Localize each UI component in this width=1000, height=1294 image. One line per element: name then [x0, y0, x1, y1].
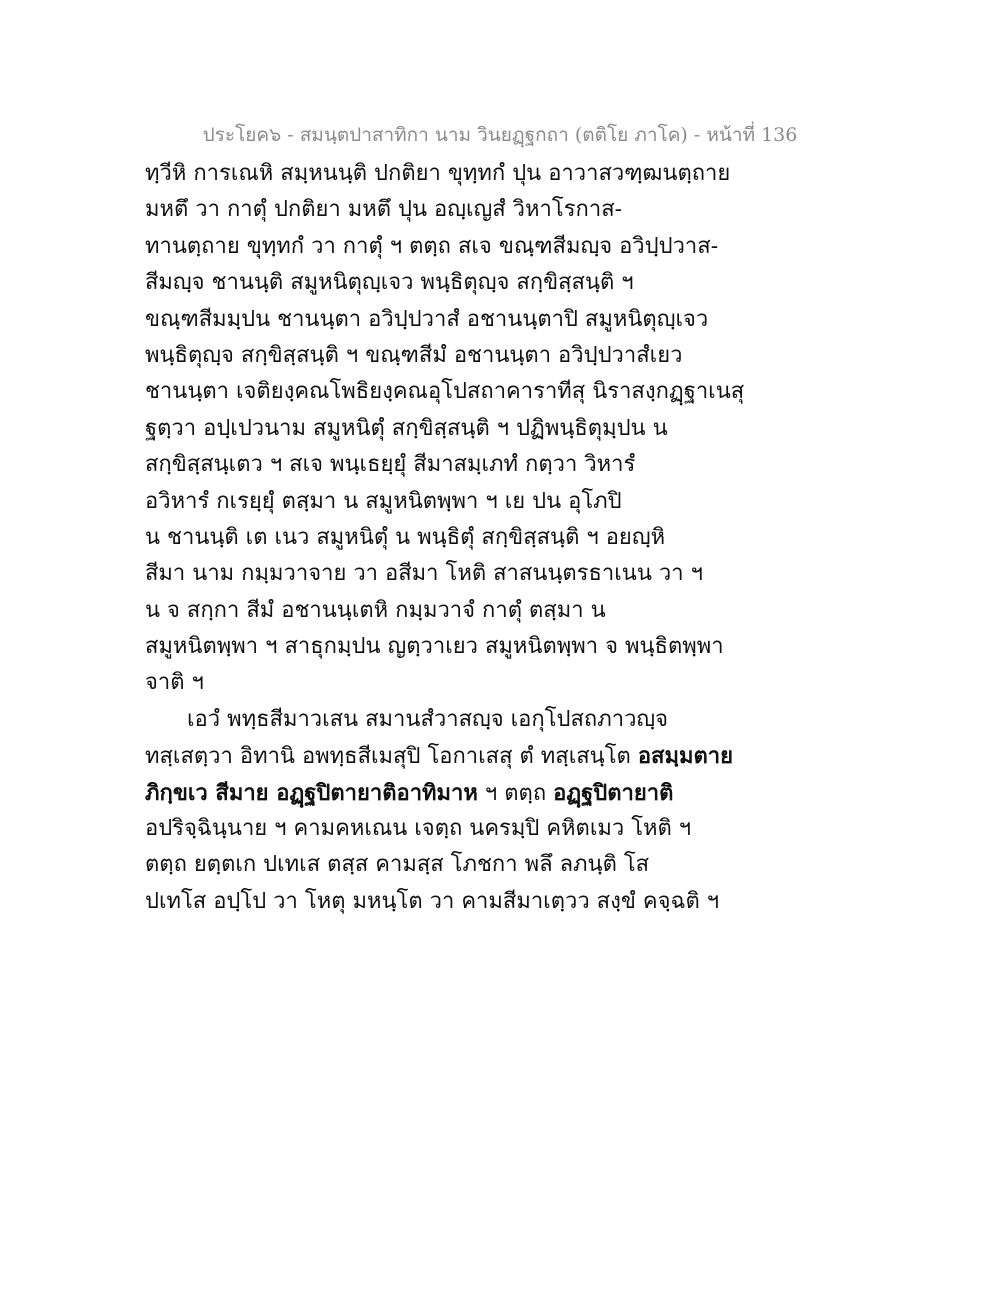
text-line-9: สกฺขิสฺสนฺเตว ฯ สเจ พนฺเธยฺยุํ สีมาสมฺเภทํ กตฺวา วิหารํ: [145, 452, 636, 478]
document-body: [145, 156, 865, 920]
bold-term: อสมฺมตาย: [637, 743, 733, 770]
text-line-21: ปเทโส อปฺโป วา โหตุ มหนฺโต วา คามสีมาเตฺวว สงฺขํ คจฺฉติ ฯ: [145, 888, 720, 914]
text-line-4: สีมญฺจ ชานนฺติ สมูหนิตุญฺเจว พนฺธิตุญฺจ สกฺขิสฺสนฺติ ฯ: [145, 270, 634, 296]
header-title: ประโยค๖ - สมนฺตปาสาทิกา นาม วินยฏฺฐกถา (ตติโย ภาโค) - หน้าที่ 136: [202, 124, 798, 146]
text-line-13: น จ สกฺกา สีมํ อชานนฺเตหิ กมฺมวาจํ กาตุํ ตสฺมา น: [145, 597, 606, 623]
bold-term: ภิกฺขเว สีมาย อฏฺฐปิตายาติอาทิมาห: [145, 779, 478, 806]
text-line-17: ทสฺเสตฺวา อิทานิ อพทฺธสีเมสุปิ โอกาเสสุ ตํ ทสฺเสนฺโต อสมฺมตาย: [145, 743, 733, 770]
text-line-1: ทฺวีหิ การเณหิ สมฺหนนฺติ ปกติยา ขุทฺทกํ ปุน อาวาสวฑฺฒนตฺถาย: [145, 161, 731, 186]
text-line-2: มหตึ วา กาตุํ ปกติยา มหตึ ปุน อญฺเญสํ วิหาโรกาส-: [145, 197, 623, 223]
text-line-11: น ชานนฺติ เต เนว สมูหนิตุํ น พนฺธิตุํ สกฺขิสฺสนฺติ ฯ อยญฺหิ: [145, 524, 666, 550]
text-line-14: สมูหนิตพฺพา ฯ สาธุกมฺปน ญตฺวาเยว สมูหนิตพฺพา จ พนฺธิตพฺพา: [145, 634, 724, 660]
text-line-7: ชานนฺตา เจติยงฺคณโพธิยงฺคณอุโปสถาคาราทีสุ นิราสงฺกฏฺฐาเนสุ: [145, 379, 745, 405]
bold-term: อฏฺฐปิตายาติ: [553, 779, 674, 806]
text-line-20: ตตฺถ ยตฺตเก ปเทเส ตสฺส คามสฺส โภชกา พลึ ลภนฺติ โส: [145, 852, 650, 878]
text-line-10: อวิหารํ กเรยฺยุํ ตสฺมา น สมูหนิตพฺพา ฯ เย ปน อุโภปิ: [145, 488, 622, 514]
text-line-6: พนฺธิตุญฺจ สกฺขิสฺสนฺติ ฯ ขณฺฑสีมํ อชานนฺตา อวิปฺปวาสํเยว: [145, 342, 683, 368]
text-line-5: ขณฺฑสีมมฺปน ชานนฺตา อวิปฺปวาสํ อชานนฺตาปิ สมูหนิตุญฺเจว: [145, 306, 709, 332]
text-line-15: จาติ ฯ: [145, 670, 204, 696]
text-line-18: ภิกฺขเว สีมาย อฏฺฐปิตายาติอาทิมาห ฯ ตตฺถ อฏฺฐปิตายาติ: [145, 779, 674, 806]
text-line-3: ทานตฺถาย ขุทฺทกํ วา กาตุํ ฯ ตตฺถ สเจ ขณฺฑสีมญฺจ อวิปฺปวาส-: [145, 233, 719, 259]
text-line-8: ฐตฺวา อปฺเปวนาม สมูหนิตุํ สกฺขิสฺสนฺติ ฯ ปฏิพนฺธิตุมฺปน น: [145, 415, 668, 441]
paragraph-2-line-1: เอวํ พทฺธสีมาวเสน สมานสํวาสญฺจ เอกุโปสถภาวญฺจ: [187, 706, 669, 732]
text-line-19: อปริจฺฉินฺนาย ฯ คามคหเณน เจตฺถ นครมฺปิ คหิตเมว โหติ ฯ: [145, 816, 692, 842]
page-header: [0, 120, 1000, 150]
text-line-12: สีมา นาม กมฺมวาจาย วา อสีมา โหติ สาสนนฺตรธาเนน วา ฯ: [145, 561, 703, 587]
